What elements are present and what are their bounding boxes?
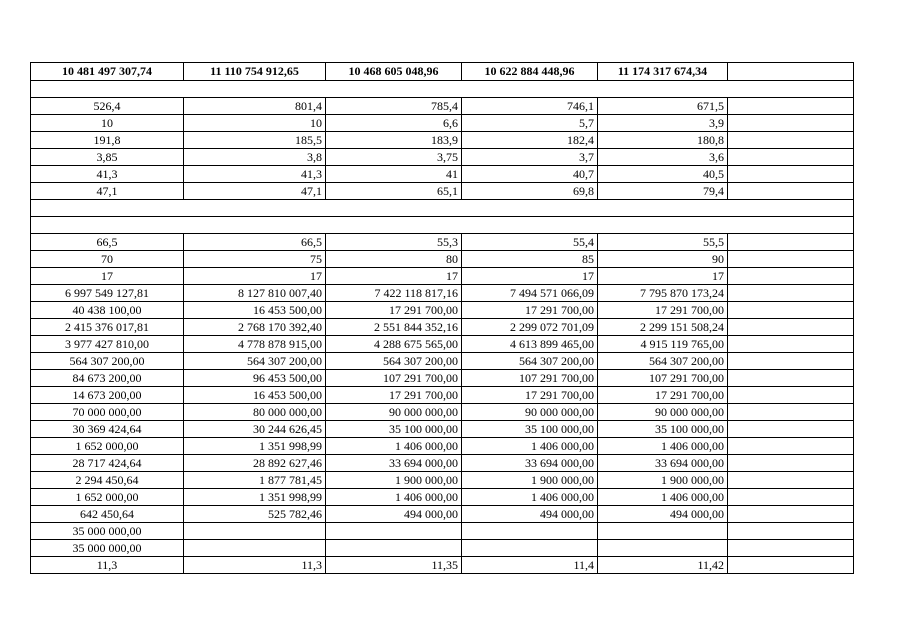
table-row <box>31 234 854 251</box>
table-cell: 30 244 626,45 <box>184 421 326 438</box>
table-cell: 84 673 200,00 <box>31 370 184 387</box>
table-cell: 3,6 <box>598 149 728 166</box>
header-cell: 11 174 317 674,34 <box>598 63 728 81</box>
table-cell: 564 307 200,00 <box>184 353 326 370</box>
table-cell: 17 291 700,00 <box>462 387 598 404</box>
table-cell <box>728 336 854 353</box>
table-cell <box>728 285 854 302</box>
table-cell <box>728 166 854 183</box>
table-cell: 11,3 <box>31 557 184 574</box>
table-cell <box>728 506 854 523</box>
table-cell <box>728 132 854 149</box>
table-cell <box>728 98 854 115</box>
table-cell: 96 453 500,00 <box>184 370 326 387</box>
header-cell: 10 622 884 448,96 <box>462 63 598 81</box>
table-cell <box>326 523 462 540</box>
blank-cell <box>31 81 854 98</box>
table-cell: 11,4 <box>462 557 598 574</box>
table-cell: 1 351 998,99 <box>184 489 326 506</box>
table-cell: 6 997 549 127,81 <box>31 285 184 302</box>
table-row <box>31 149 854 166</box>
table-row <box>31 319 854 336</box>
table-row <box>31 438 854 455</box>
table-cell: 55,5 <box>598 234 728 251</box>
table-row <box>31 166 854 183</box>
table-row <box>31 183 854 200</box>
table-cell: 4 288 675 565,00 <box>326 336 462 353</box>
table-cell: 17 <box>31 268 184 285</box>
table-cell: 47,1 <box>184 183 326 200</box>
table-cell: 69,8 <box>462 183 598 200</box>
table-row <box>31 387 854 404</box>
table-cell: 2 294 450,64 <box>31 472 184 489</box>
table-cell: 90 000 000,00 <box>462 404 598 421</box>
table-cell: 17 <box>598 268 728 285</box>
table-cell: 79,4 <box>598 183 728 200</box>
table-row <box>31 115 854 132</box>
table-cell: 6,6 <box>326 115 462 132</box>
table-cell: 3,8 <box>184 149 326 166</box>
table-row <box>31 268 854 285</box>
table-cell: 4 613 899 465,00 <box>462 336 598 353</box>
table-cell: 14 673 200,00 <box>31 387 184 404</box>
table-cell: 16 453 500,00 <box>184 302 326 319</box>
table-cell: 28 717 424,64 <box>31 455 184 472</box>
table-cell: 7 494 571 066,09 <box>462 285 598 302</box>
table-cell <box>728 387 854 404</box>
table-cell: 5,7 <box>462 115 598 132</box>
table-cell: 17 291 700,00 <box>598 387 728 404</box>
table-cell: 66,5 <box>184 234 326 251</box>
table-row <box>31 455 854 472</box>
table-cell: 3 977 427 810,00 <box>31 336 184 353</box>
table-cell: 10 <box>31 115 184 132</box>
table-cell: 746,1 <box>462 98 598 115</box>
table-cell <box>728 540 854 557</box>
table-cell: 17 291 700,00 <box>326 387 462 404</box>
table-cell: 564 307 200,00 <box>326 353 462 370</box>
table-cell: 17 <box>184 268 326 285</box>
table-cell <box>728 234 854 251</box>
table-cell: 7 422 118 817,16 <box>326 285 462 302</box>
table-cell: 28 892 627,46 <box>184 455 326 472</box>
table-cell: 17 <box>462 268 598 285</box>
table-row <box>31 98 854 115</box>
table-cell: 40,7 <box>462 166 598 183</box>
header-row <box>31 63 854 81</box>
table-row <box>31 370 854 387</box>
table-cell: 2 415 376 017,81 <box>31 319 184 336</box>
table-cell <box>598 523 728 540</box>
table-cell: 1 877 781,45 <box>184 472 326 489</box>
table-cell <box>326 540 462 557</box>
table-cell: 90 000 000,00 <box>598 404 728 421</box>
header-cell: 11 110 754 912,65 <box>184 63 326 81</box>
table-cell: 1 406 000,00 <box>326 489 462 506</box>
table-cell: 11,42 <box>598 557 728 574</box>
table-cell: 1 900 000,00 <box>326 472 462 489</box>
table-cell: 41,3 <box>184 166 326 183</box>
table-cell: 80 <box>326 251 462 268</box>
table-cell: 183,9 <box>326 132 462 149</box>
table-cell: 526,4 <box>31 98 184 115</box>
table-cell: 30 369 424,64 <box>31 421 184 438</box>
table-cell: 17 291 700,00 <box>326 302 462 319</box>
table-cell <box>728 455 854 472</box>
blank-row <box>31 217 854 234</box>
table-cell: 564 307 200,00 <box>462 353 598 370</box>
table-cell: 2 768 170 392,40 <box>184 319 326 336</box>
table-cell: 564 307 200,00 <box>31 353 184 370</box>
table-cell: 11,35 <box>326 557 462 574</box>
table-cell: 11,3 <box>184 557 326 574</box>
table-cell <box>728 319 854 336</box>
table-cell: 33 694 000,00 <box>326 455 462 472</box>
table-cell <box>728 302 854 319</box>
table-cell: 33 694 000,00 <box>462 455 598 472</box>
table-cell: 55,3 <box>326 234 462 251</box>
table-row <box>31 353 854 370</box>
table-cell: 40 438 100,00 <box>31 302 184 319</box>
table-cell: 1 406 000,00 <box>326 438 462 455</box>
table-cell <box>462 523 598 540</box>
table-cell: 35 000 000,00 <box>31 540 184 557</box>
table-cell: 1 900 000,00 <box>462 472 598 489</box>
table-cell <box>728 438 854 455</box>
table-row <box>31 302 854 319</box>
header-cell <box>728 63 854 81</box>
table-cell <box>728 557 854 574</box>
table-cell: 1 406 000,00 <box>598 438 728 455</box>
table-row <box>31 523 854 540</box>
table-row <box>31 421 854 438</box>
table-cell: 182,4 <box>462 132 598 149</box>
budget-table <box>30 62 854 574</box>
table-cell: 3,7 <box>462 149 598 166</box>
table-cell: 33 694 000,00 <box>598 455 728 472</box>
table-row <box>31 489 854 506</box>
table-cell <box>728 149 854 166</box>
blank-row <box>31 200 854 217</box>
table-cell: 1 406 000,00 <box>462 438 598 455</box>
table-cell: 55,4 <box>462 234 598 251</box>
table-cell: 494 000,00 <box>462 506 598 523</box>
table-cell: 17 291 700,00 <box>462 302 598 319</box>
table-cell: 107 291 700,00 <box>326 370 462 387</box>
table-cell: 180,8 <box>598 132 728 149</box>
table-cell <box>462 540 598 557</box>
table-cell: 494 000,00 <box>326 506 462 523</box>
table-cell: 40,5 <box>598 166 728 183</box>
table-cell: 671,5 <box>598 98 728 115</box>
table-cell: 185,5 <box>184 132 326 149</box>
table-cell: 90 <box>598 251 728 268</box>
table-cell: 494 000,00 <box>598 506 728 523</box>
table-row <box>31 251 854 268</box>
table-cell: 8 127 810 007,40 <box>184 285 326 302</box>
table-cell: 65,1 <box>326 183 462 200</box>
table-cell: 41,3 <box>31 166 184 183</box>
table-cell: 35 000 000,00 <box>31 523 184 540</box>
table-cell: 4 915 119 765,00 <box>598 336 728 353</box>
table-cell: 80 000 000,00 <box>184 404 326 421</box>
table-cell <box>728 421 854 438</box>
table-cell: 564 307 200,00 <box>598 353 728 370</box>
table-cell: 47,1 <box>31 183 184 200</box>
table-cell: 1 351 998,99 <box>184 438 326 455</box>
table-cell: 70 <box>31 251 184 268</box>
table-cell: 191,8 <box>31 132 184 149</box>
table-cell: 7 795 870 173,24 <box>598 285 728 302</box>
table-cell: 2 299 151 508,24 <box>598 319 728 336</box>
table-cell: 642 450,64 <box>31 506 184 523</box>
table-cell <box>728 115 854 132</box>
table-cell: 90 000 000,00 <box>326 404 462 421</box>
table-cell: 801,4 <box>184 98 326 115</box>
table-cell: 35 100 000,00 <box>462 421 598 438</box>
table-cell <box>728 183 854 200</box>
blank-row <box>31 81 854 98</box>
table-row <box>31 472 854 489</box>
table-row <box>31 132 854 149</box>
table-row <box>31 285 854 302</box>
table-cell <box>728 523 854 540</box>
table-cell: 4 778 878 915,00 <box>184 336 326 353</box>
table-cell: 2 551 844 352,16 <box>326 319 462 336</box>
table-cell: 1 652 000,00 <box>31 438 184 455</box>
table-cell: 107 291 700,00 <box>462 370 598 387</box>
table-cell: 3,85 <box>31 149 184 166</box>
table-cell <box>184 540 326 557</box>
table-cell: 85 <box>462 251 598 268</box>
table-body <box>31 63 854 574</box>
table-row <box>31 336 854 353</box>
table-cell: 17 <box>326 268 462 285</box>
table-cell: 66,5 <box>31 234 184 251</box>
table-cell: 41 <box>326 166 462 183</box>
header-cell: 10 468 605 048,96 <box>326 63 462 81</box>
table-cell: 107 291 700,00 <box>598 370 728 387</box>
table-cell: 35 100 000,00 <box>326 421 462 438</box>
table-cell <box>728 472 854 489</box>
table-cell: 35 100 000,00 <box>598 421 728 438</box>
table-cell: 3,75 <box>326 149 462 166</box>
table-cell <box>184 523 326 540</box>
table-cell: 525 782,46 <box>184 506 326 523</box>
header-cell: 10 481 497 307,74 <box>31 63 184 81</box>
table-row <box>31 557 854 574</box>
table-cell: 75 <box>184 251 326 268</box>
table-cell: 16 453 500,00 <box>184 387 326 404</box>
table-cell: 1 900 000,00 <box>598 472 728 489</box>
table-row <box>31 540 854 557</box>
table-cell: 10 <box>184 115 326 132</box>
blank-cell <box>31 217 854 234</box>
table-cell <box>728 489 854 506</box>
table-cell: 17 291 700,00 <box>598 302 728 319</box>
table-cell: 2 299 072 701,09 <box>462 319 598 336</box>
table-cell <box>728 353 854 370</box>
table-cell: 70 000 000,00 <box>31 404 184 421</box>
table-row <box>31 506 854 523</box>
table-cell: 785,4 <box>326 98 462 115</box>
table-cell: 1 406 000,00 <box>598 489 728 506</box>
table-cell <box>598 540 728 557</box>
table-cell <box>728 404 854 421</box>
table-cell: 3,9 <box>598 115 728 132</box>
table-cell: 1 406 000,00 <box>462 489 598 506</box>
table-cell: 1 652 000,00 <box>31 489 184 506</box>
table-cell <box>728 370 854 387</box>
table-row <box>31 404 854 421</box>
blank-cell <box>31 200 854 217</box>
table-cell <box>728 268 854 285</box>
table-cell <box>728 251 854 268</box>
